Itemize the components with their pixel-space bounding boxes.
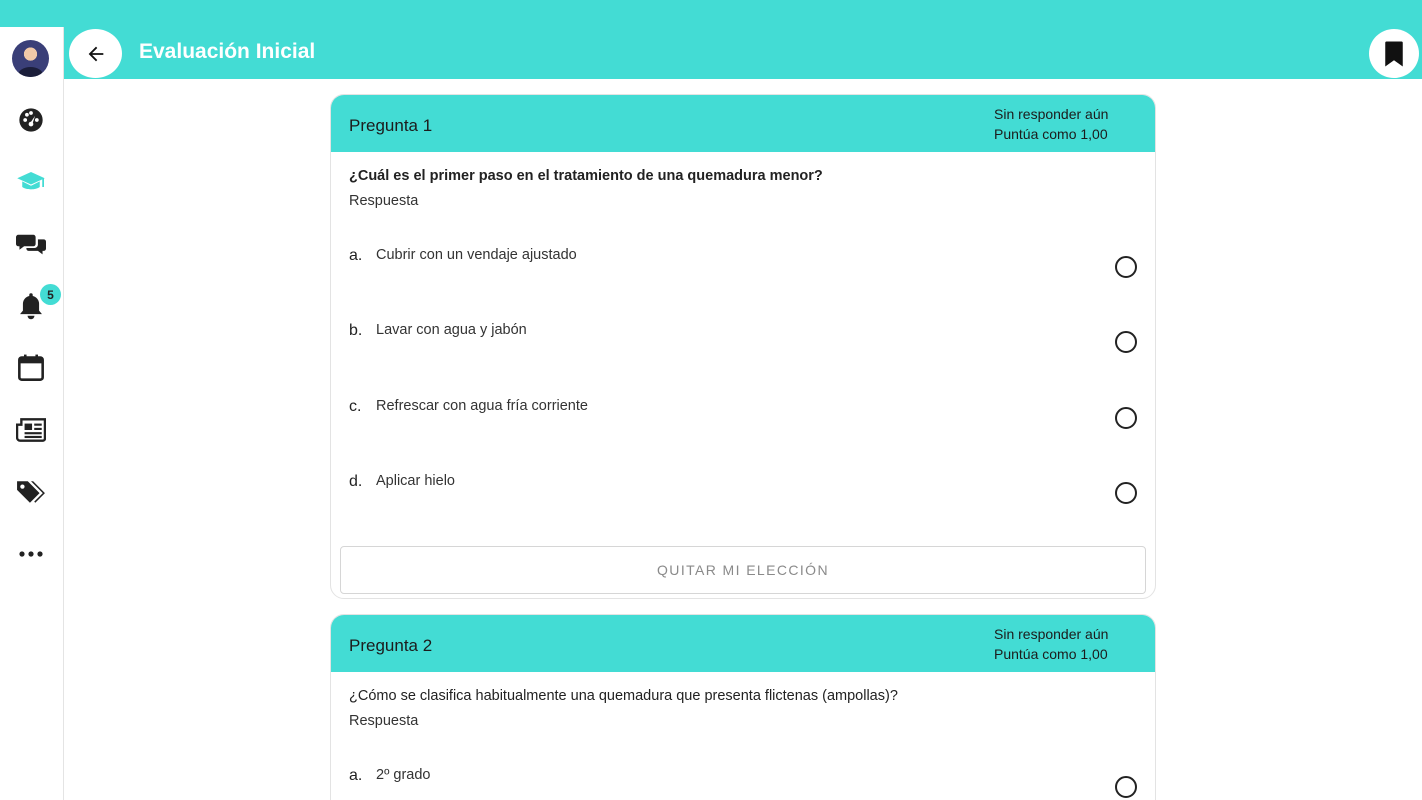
option-text: Cubrir con un vendaje ajustado: [376, 247, 577, 263]
back-button[interactable]: [69, 29, 122, 78]
clear-choice-button[interactable]: QUITAR MI ELECCIÓN: [340, 546, 1146, 594]
question-header: [331, 615, 1155, 672]
graduation-cap-icon[interactable]: [11, 162, 51, 202]
avatar[interactable]: [12, 40, 49, 77]
newspaper-icon[interactable]: [11, 410, 51, 450]
dashboard-icon[interactable]: [11, 100, 51, 140]
question-text: ¿Cómo se clasifica habitualmente una quemadura que presenta flictenas (ampollas)?: [349, 688, 898, 704]
answer-label: Respuesta: [349, 193, 419, 209]
option-d[interactable]: [349, 471, 1139, 531]
option-text: Aplicar hielo: [376, 473, 455, 489]
option-letter: d.: [349, 473, 363, 490]
option-c[interactable]: [349, 396, 1139, 456]
notification-badge: 5: [40, 284, 61, 305]
question-title: Pregunta 2: [349, 636, 433, 655]
option-radio[interactable]: [1115, 331, 1137, 353]
option-letter: b.: [349, 322, 363, 339]
option-text: Refrescar con agua fría corriente: [376, 398, 588, 414]
option-a[interactable]: [349, 245, 1139, 305]
answer-label: Respuesta: [349, 713, 419, 729]
option-b[interactable]: [349, 320, 1139, 380]
quiz-content: [64, 79, 1422, 800]
more-icon[interactable]: [11, 534, 51, 574]
option-letter: a.: [349, 767, 363, 784]
question-title: Pregunta 1: [349, 116, 433, 135]
question-header: [331, 95, 1155, 152]
top-app-bar: [64, 27, 1422, 79]
option-radio[interactable]: [1115, 407, 1137, 429]
sidebar: [0, 27, 64, 800]
arrow-left-icon: [85, 43, 107, 65]
top-strip: [0, 0, 1422, 27]
option-letter: c.: [349, 398, 362, 415]
question-text: ¿Cuál es el primer paso en el tratamiento de una quemadura menor?: [349, 168, 823, 184]
option-letter: a.: [349, 247, 363, 264]
option-radio[interactable]: [1115, 776, 1137, 798]
bookmark-icon: [1384, 40, 1404, 68]
option-text: Lavar con agua y jabón: [376, 322, 527, 338]
option-radio[interactable]: [1115, 256, 1137, 278]
chat-icon[interactable]: [11, 224, 51, 264]
option-radio[interactable]: [1115, 482, 1137, 504]
score-text: Puntúa como 1,00: [994, 126, 1108, 142]
option-a[interactable]: [349, 765, 1139, 800]
question-status: [994, 104, 1108, 144]
bookmark-button[interactable]: [1369, 29, 1419, 78]
calendar-icon[interactable]: [11, 348, 51, 388]
status-text: Sin responder aún: [994, 626, 1109, 642]
tags-icon[interactable]: [11, 472, 51, 512]
question-card: [330, 614, 1156, 800]
question-card: [330, 94, 1156, 599]
score-text: Puntúa como 1,00: [994, 646, 1108, 662]
question-status: [994, 624, 1108, 664]
status-text: Sin responder aún: [994, 106, 1109, 122]
option-text: 2º grado: [376, 767, 431, 783]
page-title: Evaluación Inicial: [139, 40, 316, 63]
